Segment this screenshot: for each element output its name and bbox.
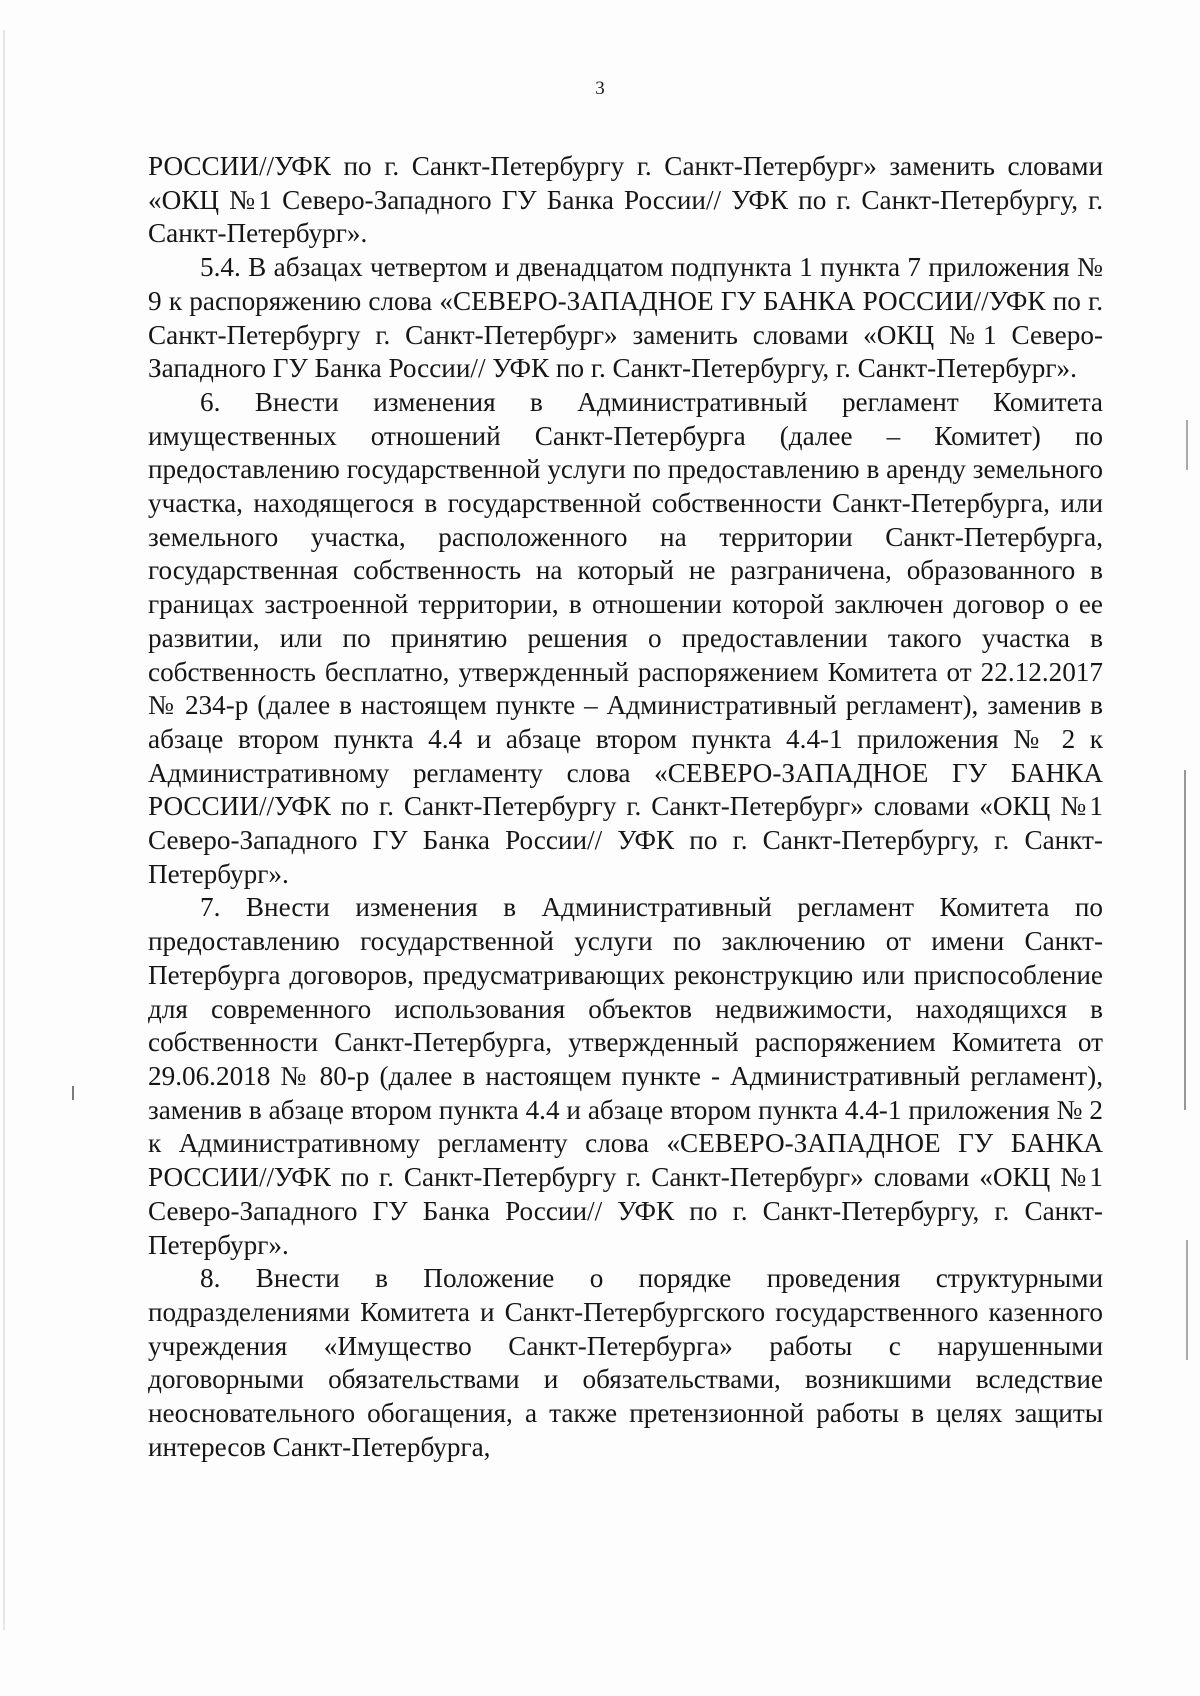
- document-body: [148, 150, 1103, 1464]
- paragraph-continuation: РОССИИ//УФК по г. Санкт-Петербургу г. Санкт-Петербург» заменить словами «ОКЦ №1 Северо-Западного ГУ Банка России// УФК по г. Санкт-Петербургу, г. Санкт-Петербург».: [148, 151, 1103, 249]
- paragraph-5-4: 5.4. В абзацах четвертом и двенадцатом подпункта 1 пункта 7 приложения № 9 к распоряжению слова «СЕВЕРО-ЗАПАДНОЕ ГУ БАНКА РОССИИ//УФК по г. Санкт-Петербургу г. Санкт-Петербург» заменить словами «ОКЦ №1 Северо-Западного ГУ Банка России// УФК по г. Санкт-Петербургу, г. Санкт-Петербург».: [148, 252, 1103, 384]
- scan-artifact-right-2: [1184, 770, 1186, 1110]
- scan-artifact-right: [1186, 420, 1188, 470]
- paragraph-8: 8. Внести в Положение о порядке проведения структурными подразделениями Комитета и Санкт-Петербургского государственного казенного учреждения «Имущество Санкт-Петербурга» работы с нарушенными договорными обязательствами и обязательствами, возникшими вследствие неосновательного обогащения, а также претензионной работы в целях защиты интересов Санкт-Петербурга,: [148, 1263, 1103, 1462]
- paragraph-7: 7. Внести изменения в Административный регламент Комитета по предоставлению государственной услуги по заключению от имени Санкт-Петербурга договоров, предусматривающих реконструкцию или приспособление для современного использования объектов недвижимости, находящихся в собственности Санкт-Петербурга, утвержденный распоряжением Комитета от 29.06.2018 № 80-р (далее в настоящем пункте - Административный регламент), заменив в абзаце втором пункта 4.4 и абзаце втором пункта 4.4-1 приложения № 2 к Административному регламенту слова «СЕВЕРО-ЗАПАДНОЕ ГУ БАНКА РОССИИ//УФК по г. Санкт-Петербургу г. Санкт-Петербург» словами «ОКЦ №1 Северо-Западного ГУ Банка России// УФК по г. Санкт-Петербургу, г. Санкт-Петербург».: [148, 892, 1103, 1260]
- scan-artifact-left-mark: [72, 1086, 74, 1100]
- paragraph-6: 6. Внести изменения в Административный регламент Комитета имущественных отношений Санкт-Петербурга (далее – Комитет) по предоставлению государственной услуги по предоставлению в аренду земельного участка, находящегося в государственной собственности Санкт-Петербурга, или земельного участка, расположенного на территории Санкт-Петербурга, государственная собственность на который не разграничена, образованного в границах застроенной территории, в отношении которой заключен договор о ее развитии, или по принятию решения о предоставлении такого участка в собственность бесплатно, утвержденный распоряжением Комитета от 22.12.2017 № 234-р (далее в настоящем пункте – Административный регламент), заменив в абзаце втором пункта 4.4 и абзаце втором пункта 4.4-1 приложения № 2 к Административному регламенту слова «СЕВЕРО-ЗАПАДНОЕ ГУ БАНКА РОССИИ//УФК по г. Санкт-Петербургу г. Санкт-Петербург» словами «ОКЦ №1 Северо-Западного ГУ Банка России// УФК по г. Санкт-Петербургу, г. Санкт-Петербург».: [148, 386, 1103, 889]
- page-number: 3: [595, 78, 605, 99]
- scan-artifact-right-3: [1186, 1240, 1188, 1360]
- scan-artifact-left: [3, 30, 5, 1630]
